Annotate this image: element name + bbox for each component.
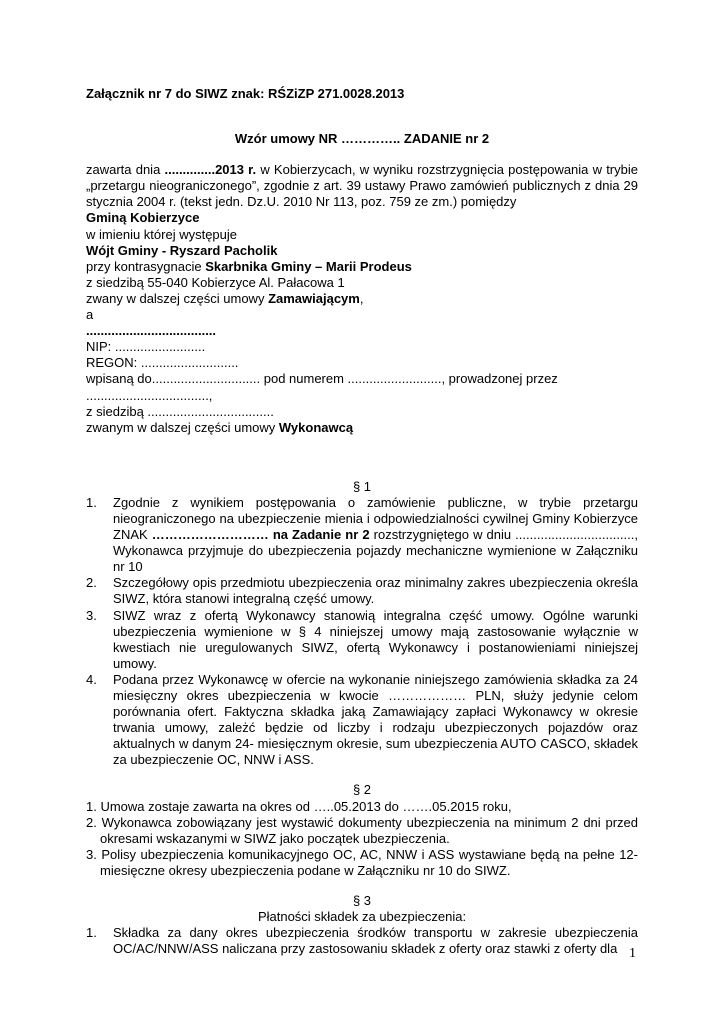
document-page	[86, 86, 638, 957]
section-3-heading: § 3	[352, 893, 372, 909]
section-3-list	[86, 925, 638, 957]
section-1-list	[86, 495, 638, 769]
section-2	[86, 782, 638, 879]
attachment-header: Załącznik nr 7 do SIWZ znak: RŚZiZP 271.0028.2013	[86, 86, 405, 101]
party-ordering-label: zwany w dalszej części umowy Zamawiającym,	[86, 290, 364, 306]
party-wojt: Wójt Gminy - Ryszard Pacholik	[86, 242, 278, 258]
contractor-seat: z siedzibą ...................................	[86, 403, 274, 419]
section-3-subheading: Płatności składek za ubezpieczenia:	[257, 909, 467, 925]
section-1-item-3: 3. SIWZ wraz z ofertą Wykonawcy stanowią integralna część umowy. Ogólne warunki ubezpieczenia wymienione w § 4 niniejszej umowy mają zastosowanie wyłącznie w kwestiach nie uregulowanych SIWZ, ofertą Wykonawcy i postanowieniami niniejszej umowy.	[86, 607, 638, 671]
contractor-name-blank: ....................................	[86, 323, 217, 339]
contract-title: Wzór umowy NR ………….. ZADANIE nr 2	[234, 131, 490, 147]
section-3-item-1: 1. Składka za dany okres ubezpieczenia środków transportu w zakresie ubezpieczenia OC/AC/NNW/ASS naliczana przy zastosowaniu składek z oferty oraz stawki z oferty dla	[86, 925, 638, 957]
section-1	[86, 479, 638, 769]
page-number: 1	[629, 946, 636, 961]
section-1-item-4: 4. Podana przez Wykonawcę w ofercie na wykonanie niniejszego zamówienia składka za 24 miesięczny okres ubezpieczenia w kwocie ……………… PLN, służy jedynie celom porównania ofert. Faktyczna składka jaką Zamawiający zapłaci Wykonawcy w okresie trwania umowy, zależć będzie od liczby i rodzaju ubezpieczonych pojazdów oraz aktualnych w danym 24- miesięcznym okresie, sum ubezpieczenia AUTO CASCO, składek za ubezpieczenie OC, NNW i ASS.	[86, 671, 638, 768]
contractor-register: wpisaną do.............................. pod numerem .........................., prowadzonej przez	[86, 371, 558, 387]
party-represented: w imieniu której występuje	[86, 226, 238, 242]
section-2-heading: § 2	[352, 782, 372, 798]
contractor-register-blank: ..................................,	[86, 387, 213, 403]
section-3	[86, 893, 638, 957]
section-2-item-3: 3. Polisy ubezpieczenia komunikacyjnego OC, AC, NNW i ASS wystawiane będą na pełne 12-miesięczne okresy ubezpieczenia podane w Załączniku nr 10 do SIWZ.	[86, 846, 638, 878]
contractor-regon: REGON: ...........................	[86, 355, 239, 371]
party-countersign: przy kontrasygnacie Skarbnika Gminy – Marii Prodeus	[86, 258, 412, 274]
contract-intro: zawarta dnia ..............2013 r. w Kobierzycach, w wyniku rozstrzygnięcia postępowania w trybie „przetargu nieograniczonego”, zgodnie z art. 39 ustawy Prawo zamówień publicznych z dnia 29 stycznia 2004 r. (tekst jedn. Dz.U. 2010 Nr 113, poz. 759 ze zm.) pomiędzy	[86, 162, 638, 210]
party-contractor-label: zwanym w dalszej części umowy Wykonawcą	[86, 419, 354, 435]
section-1-heading: § 1	[352, 478, 372, 494]
section-2-item-2: 2. Wykonawca zobowiązany jest wystawić dokumenty ubezpieczenia na minimum 2 dni przed okresami wskazanymi w SIWZ jako początek ubezpieczenia.	[86, 814, 638, 846]
section-1-item-1: 1. Zgodnie z wynikiem postępowania o zamówienie publiczne, w trybie przetargu nieograniczonego na ubezpieczenie mienia i odpowiedzialności cywilnej Gminy Kobierzyce ZNAK ……………………… na Zadanie nr 2 rozstrzygniętego w dniu ................................., Wykonawca przyjmuje do ubezpieczenia pojazdy mechaniczne wymienione w Załączniku nr 10	[86, 494, 638, 575]
party-seat: z siedzibą 55-040 Kobierzyce Al. Pałacowa 1	[86, 274, 345, 290]
section-2-item-1: 1. Umowa zostaje zawarta na okres od …..05.2013 do …….05.2015 roku,	[86, 798, 512, 814]
party-and: a	[86, 307, 94, 323]
party-gmina: Gminą Kobierzyce	[86, 210, 200, 226]
parties-block	[86, 162, 638, 436]
contractor-nip: NIP: .........................	[86, 339, 206, 355]
section-1-item-2: 2. Szczegółowy opis przedmiotu ubezpieczenia oraz minimalny zakres ubezpieczenia określa SIWZ, która stanowi integralną część umowy.	[86, 575, 638, 607]
